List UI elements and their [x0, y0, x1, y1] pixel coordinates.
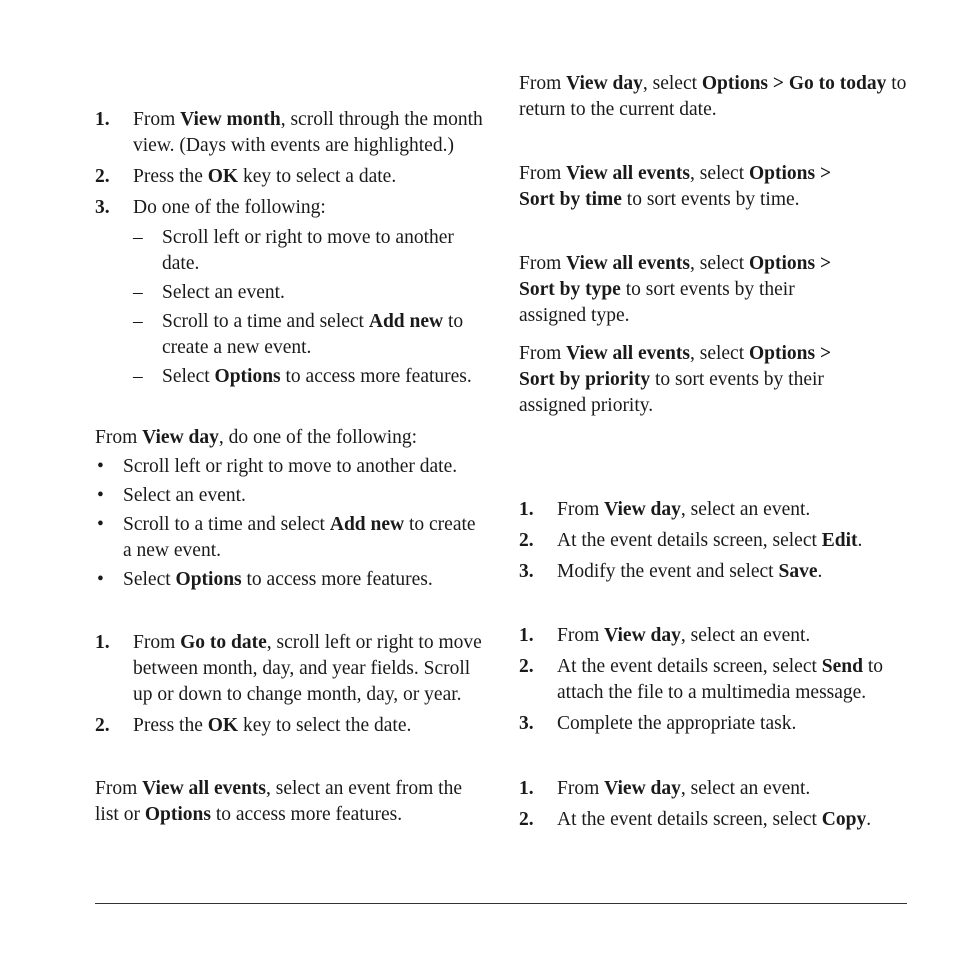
bold-term: Copy — [821, 809, 867, 830]
list-item-text — [123, 514, 476, 561]
text-run: At the event details screen, select — [557, 809, 822, 830]
list-item — [95, 454, 485, 480]
text-run: to access more features. — [241, 569, 433, 590]
text-run: to access more features. — [280, 366, 472, 387]
text-run: . — [857, 530, 863, 551]
step-number: 3. — [519, 713, 534, 734]
go-to-date-steps — [95, 630, 485, 739]
list-item — [95, 713, 485, 739]
list-marker: – — [133, 311, 143, 332]
bold-term: Options > Sort by priority — [519, 343, 832, 390]
text-run: From — [133, 109, 181, 130]
text-run: . — [866, 809, 872, 830]
text-run: to sort events by time. — [621, 189, 800, 210]
list-marker: • — [97, 514, 104, 535]
list-item-text — [557, 809, 871, 830]
step-number: 1. — [95, 632, 110, 653]
text-run: From — [519, 73, 567, 94]
list-item-text — [123, 485, 246, 506]
list-item-text — [557, 499, 810, 520]
list-item-text — [123, 569, 433, 590]
list-item-text — [162, 366, 472, 387]
list-item — [95, 107, 485, 159]
list-item-text — [133, 632, 482, 705]
text-run: key to select a date. — [238, 166, 397, 187]
bold-term: OK — [207, 166, 239, 187]
step-number: 3. — [519, 561, 534, 582]
text-run: From — [519, 343, 567, 364]
list-item — [95, 630, 485, 708]
list-item-text — [557, 713, 796, 734]
bold-term: View day — [604, 499, 681, 520]
text-run: Press the — [133, 166, 208, 187]
step-number: 1. — [519, 499, 534, 520]
text-run: , scroll left or right to move between month, day, and year fields. Scroll up or down to change month, day, or year. — [133, 632, 482, 705]
list-item — [133, 280, 485, 306]
text-run: to sort events by their assigned type. — [519, 279, 795, 326]
list-item — [519, 711, 909, 737]
text-run: to access more features. — [210, 804, 403, 825]
sort-by-time-paragraph — [519, 161, 839, 213]
bold-term: OK — [207, 715, 239, 736]
bold-term: Go to date — [180, 632, 267, 653]
list-marker: • — [97, 485, 104, 506]
view-day-bullets — [95, 454, 485, 593]
text-run: Press the — [133, 715, 208, 736]
bold-term: View all events — [566, 253, 690, 274]
bold-term: View day — [604, 778, 681, 799]
text-run: to attach the file to a multimedia message. — [557, 656, 884, 703]
bold-term: Add new — [329, 514, 405, 535]
bold-term: Options > Sort by type — [519, 253, 832, 300]
text-run: Do one of the following: — [133, 197, 326, 218]
step-number: 2. — [519, 656, 534, 677]
text-run: . — [817, 561, 823, 582]
list-item-text — [557, 778, 810, 799]
bold-term: Options > Go to today — [701, 73, 887, 94]
list-item-text — [133, 109, 483, 156]
bold-term: View day — [142, 427, 219, 448]
text-run: From — [557, 499, 605, 520]
bold-term: View all events — [566, 163, 690, 184]
text-run: From — [95, 427, 143, 448]
text-run: Select — [162, 366, 215, 387]
list-item — [133, 225, 485, 277]
text-run: Complete the appropriate task. — [557, 713, 797, 734]
list-item-text — [162, 282, 285, 303]
list-item — [133, 364, 485, 390]
list-item — [95, 195, 485, 221]
text-run: Modify the event and select — [557, 561, 779, 582]
bold-term: Save — [778, 561, 818, 582]
bold-term: View all events — [566, 343, 690, 364]
text-run: , scroll through the month view. (Days with events are highlighted.) — [133, 109, 483, 156]
bold-term: View day — [566, 73, 643, 94]
list-item — [95, 164, 485, 190]
step-number: 2. — [95, 166, 110, 187]
bold-term: View day — [604, 625, 681, 646]
list-marker: • — [97, 456, 104, 477]
list-marker: – — [133, 366, 143, 387]
list-item-text — [557, 530, 862, 551]
list-item-text — [162, 227, 454, 274]
text-run: Select — [123, 569, 176, 590]
text-run: , select an event. — [680, 499, 811, 520]
list-item-text — [133, 197, 326, 218]
text-run: From — [519, 163, 567, 184]
bold-term: Options — [175, 569, 242, 590]
step-number: 2. — [95, 715, 110, 736]
text-run: From — [519, 253, 567, 274]
view-month-steps — [95, 107, 485, 221]
list-item-text — [557, 625, 810, 646]
text-run: Scroll to a time and select — [123, 514, 330, 535]
bold-term: View month — [180, 109, 281, 130]
go-to-today-paragraph — [519, 71, 909, 123]
view-all-events-paragraph — [95, 776, 485, 828]
bold-term: Add new — [368, 311, 444, 332]
text-run: , select — [689, 163, 749, 184]
text-run: Scroll to a time and select — [162, 311, 369, 332]
step-number: 2. — [519, 809, 534, 830]
list-item — [133, 309, 485, 361]
text-run: From — [95, 778, 143, 799]
list-item — [519, 776, 909, 802]
text-run: Select an event. — [123, 485, 246, 506]
list-item-text — [557, 561, 822, 582]
text-run: key to select the date. — [238, 715, 412, 736]
text-run: to create a new event. — [123, 514, 476, 561]
edit-event-steps — [519, 497, 909, 585]
list-item — [519, 807, 909, 833]
bold-term: Options > Sort by time — [519, 163, 832, 210]
text-run: From — [557, 625, 605, 646]
footer-rule — [95, 903, 907, 904]
step-number: 1. — [519, 778, 534, 799]
text-run: , select — [642, 73, 702, 94]
text-run: , select an event. — [680, 625, 811, 646]
list-item — [95, 512, 485, 564]
list-item-text — [133, 166, 396, 187]
list-marker: • — [97, 569, 104, 590]
bold-term: Options — [214, 366, 281, 387]
list-item — [519, 654, 909, 706]
text-run: to return to the current date. — [519, 73, 907, 120]
bold-term: View all events — [142, 778, 266, 799]
list-item — [519, 528, 909, 554]
text-run: to sort events by their assigned priority. — [519, 369, 824, 416]
step-number: 3. — [95, 197, 110, 218]
view-month-substeps — [95, 225, 485, 390]
text-run: , select an event. — [680, 778, 811, 799]
list-item — [95, 567, 485, 593]
text-run: At the event details screen, select — [557, 530, 822, 551]
list-item — [519, 559, 909, 585]
bold-term: Options — [144, 804, 211, 825]
sort-by-type-paragraph — [519, 251, 849, 329]
step-number: 2. — [519, 530, 534, 551]
list-item-text — [123, 456, 457, 477]
list-item — [519, 623, 909, 649]
bold-term: Send — [821, 656, 863, 677]
view-day-intro — [95, 425, 485, 451]
text-run: Scroll left or right to move to another date. — [123, 456, 458, 477]
text-run: From — [133, 632, 181, 653]
sort-by-priority-paragraph — [519, 341, 849, 419]
text-run: Select an event. — [162, 282, 285, 303]
text-run: Scroll left or right to move to another date. — [162, 227, 454, 274]
step-number: 1. — [519, 625, 534, 646]
list-marker: – — [133, 227, 143, 248]
list-item — [519, 497, 909, 523]
send-event-steps — [519, 623, 909, 737]
text-run: , select — [689, 343, 749, 364]
bold-term: Edit — [821, 530, 858, 551]
copy-event-steps — [519, 776, 909, 833]
list-item-text — [162, 311, 463, 358]
text-run: to create a new event. — [162, 311, 464, 358]
text-run: From — [557, 778, 605, 799]
list-marker: – — [133, 282, 143, 303]
list-item-text — [557, 656, 883, 703]
list-item-text — [133, 715, 411, 736]
text-run: , do one of the following: — [218, 427, 418, 448]
text-run: , select an event from the list or — [95, 778, 462, 825]
text-run: At the event details screen, select — [557, 656, 822, 677]
list-item — [95, 483, 485, 509]
text-run: , select — [689, 253, 749, 274]
step-number: 1. — [95, 109, 110, 130]
